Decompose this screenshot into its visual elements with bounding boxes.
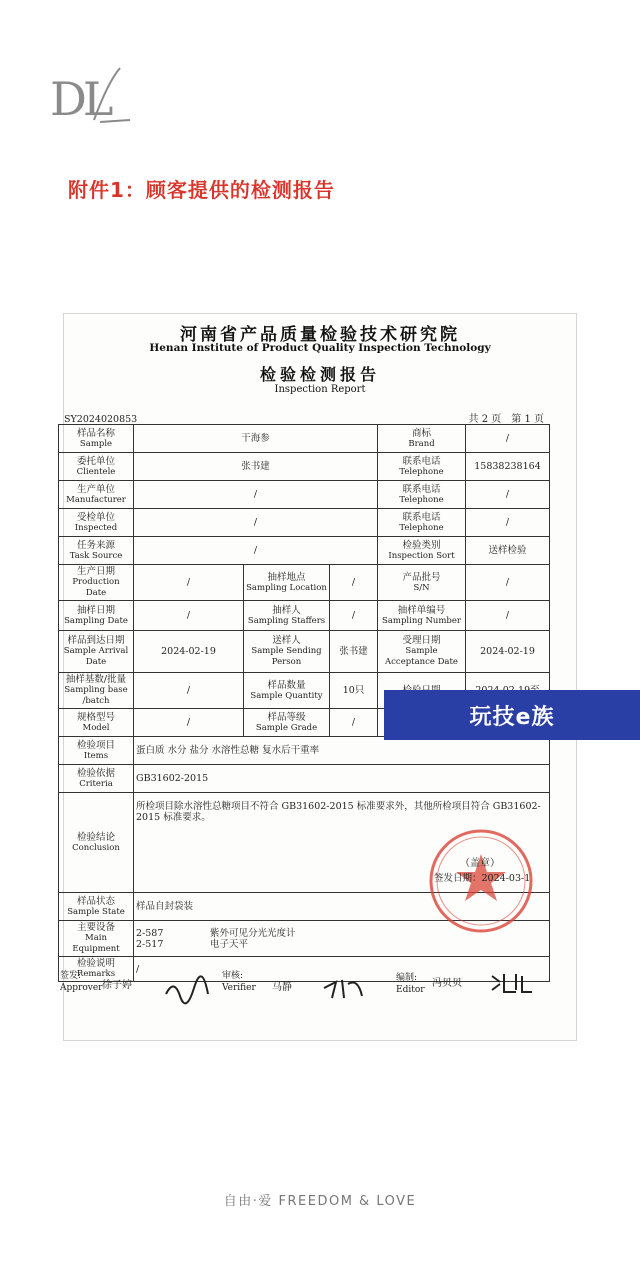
value-manufacturer: /	[134, 481, 378, 509]
table-row	[59, 957, 550, 982]
editor-label: 编制: Editor	[396, 973, 425, 995]
table-row	[59, 453, 550, 481]
label-sending-person: 送样人 Sample Sending Person	[244, 631, 330, 673]
table-row	[59, 481, 550, 509]
label-sample-quantity: 样品数量 Sample Quantity	[244, 673, 330, 709]
label-brand: 商标 Brand	[378, 425, 466, 453]
value-task-source: /	[134, 537, 378, 565]
logo-swash-icon	[50, 62, 140, 126]
label-sn: 产品批号 S/N	[378, 565, 466, 601]
label-equipment: 主要设备 Main Equipment	[59, 921, 134, 957]
label-sample: 样品名称 Sample	[59, 425, 134, 453]
approver-label: 签发: Approver	[60, 971, 103, 993]
label-model: 规格型号 Model	[59, 709, 134, 737]
handwritten-signature-icon	[164, 974, 210, 1004]
label-manufacturer: 生产单位 Manufacturer	[59, 481, 134, 509]
label-conclusion: 检验结论 Conclusion	[59, 793, 134, 893]
report-number: SY2024020853	[64, 414, 138, 425]
watermark-banner: 玩技e族	[384, 690, 640, 740]
value-clientele: 张书建	[134, 453, 378, 481]
footer-slogan: 自由·爱 FREEDOM & LOVE	[223, 1194, 417, 1209]
logo-text: DL	[50, 72, 110, 126]
value-sampling-staffers: /	[330, 601, 378, 631]
value-sampling-location: /	[330, 565, 378, 601]
table-row	[59, 537, 550, 565]
editor-name: 冯贝贝	[432, 978, 462, 989]
table-row	[59, 425, 550, 453]
label-sample-state: 样品状态 Sample State	[59, 893, 134, 921]
value-sending-person: 张书建	[330, 631, 378, 673]
label-sampling-location: 抽样地点 Sampling Location	[244, 565, 330, 601]
label-production-date: 生产日期 Production Date	[59, 565, 134, 601]
handwritten-signature-icon	[322, 974, 368, 1004]
table-row	[59, 565, 550, 601]
verifier-name: 马静	[272, 982, 292, 993]
label-criteria: 检验依据 Criteria	[59, 765, 134, 793]
value-items: 蛋白质 水分 盐分 水溶性总糖 复水后干重率	[134, 737, 550, 765]
label-sampling-number: 抽样单编号 Sampling Number	[378, 601, 466, 631]
label-inspected: 受检单位 Inspected	[59, 509, 134, 537]
value-sample-quantity: 10只	[330, 673, 378, 709]
equipment-code: 2-587	[136, 927, 164, 939]
value-sn: /	[466, 565, 550, 601]
approver-signature	[164, 974, 210, 1009]
inspection-report-document	[60, 314, 576, 1040]
table-row	[59, 765, 550, 793]
approver-name: 徐子婷	[102, 980, 132, 991]
value-model: /	[134, 709, 244, 737]
value-acceptance-date: 2024-02-19	[466, 631, 550, 673]
page-heading: 附件1：顾客提供的检测报告	[68, 178, 335, 202]
equipment-code: 2-517	[136, 938, 164, 950]
table-row	[59, 601, 550, 631]
value-sampling-base: /	[134, 673, 244, 709]
value-telephone: 15838238164	[466, 453, 550, 481]
handwritten-signature-icon	[488, 968, 534, 998]
value-sample-grade: /	[330, 709, 378, 737]
equipment-name: 紫外可见分光光度计	[210, 927, 296, 939]
brand-logo	[50, 62, 140, 126]
label-remarks: 检验说明 Remarks	[59, 957, 134, 982]
label-task-source: 任务来源 Task Source	[59, 537, 134, 565]
value-criteria: GB31602-2015	[134, 765, 550, 793]
label-sampling-date: 抽样日期 Sampling Date	[59, 601, 134, 631]
value-telephone: /	[466, 481, 550, 509]
label-telephone: 联系电话 Telephone	[378, 453, 466, 481]
label-arrival-date: 样品到达日期 Sample Arrival Date	[59, 631, 134, 673]
page-count: 共 2 页 第 1 页	[468, 414, 544, 425]
org-name-en: Henan Institute of Product Quality Inspection Technology	[149, 342, 491, 354]
issue-date: 签发日期：2024-03-1	[434, 873, 531, 884]
label-acceptance-date: 受理日期 Sample Acceptance Date	[378, 631, 466, 673]
value-remarks: /	[134, 957, 550, 982]
value-telephone: /	[466, 509, 550, 537]
label-clientele: 委托单位 Clientele	[59, 453, 134, 481]
value-inspected: /	[134, 509, 378, 537]
table-row	[59, 631, 550, 673]
label-telephone: 联系电话 Telephone	[378, 509, 466, 537]
value-sample-state: 样品自封袋装	[134, 893, 550, 921]
label-sampling-base: 抽样基数/批量 Sampling base /batch	[59, 673, 134, 709]
org-name-cn: 河南省产品质量检验技术研究院	[180, 325, 460, 345]
verifier-label: 审核: Verifier	[222, 971, 256, 993]
seal-stamp-label: （盖章）	[460, 858, 500, 869]
value-sampling-number: /	[466, 601, 550, 631]
value-arrival-date: 2024-02-19	[134, 631, 244, 673]
label-inspection-sort: 检验类别 Inspection Sort	[378, 537, 466, 565]
table-row	[59, 737, 550, 765]
table-row	[59, 509, 550, 537]
value-brand: /	[466, 425, 550, 453]
value-inspection-sort: 送样检验	[466, 537, 550, 565]
value-conclusion: 所检项目除水溶性总糖项目不符合 GB31602-2015 标准要求外，其他所检项目符合 GB31602-2015 标准要求。	[134, 793, 550, 893]
label-items: 检验项目 Items	[59, 737, 134, 765]
equipment-name: 电子天平	[210, 938, 249, 950]
label-sample-grade: 样品等级 Sample Grade	[244, 709, 330, 737]
value-sampling-date: /	[134, 601, 244, 631]
label-telephone: 联系电话 Telephone	[378, 481, 466, 509]
value-sample: 干海参	[134, 425, 378, 453]
label-sampling-staffers: 抽样人 Sampling Staffers	[244, 601, 330, 631]
verifier-signature	[322, 974, 368, 1009]
value-production-date: /	[134, 565, 244, 601]
report-title-en: Inspection Report	[274, 384, 366, 395]
editor-signature	[488, 968, 534, 1003]
report-title-cn: 检验检测报告	[259, 365, 380, 384]
